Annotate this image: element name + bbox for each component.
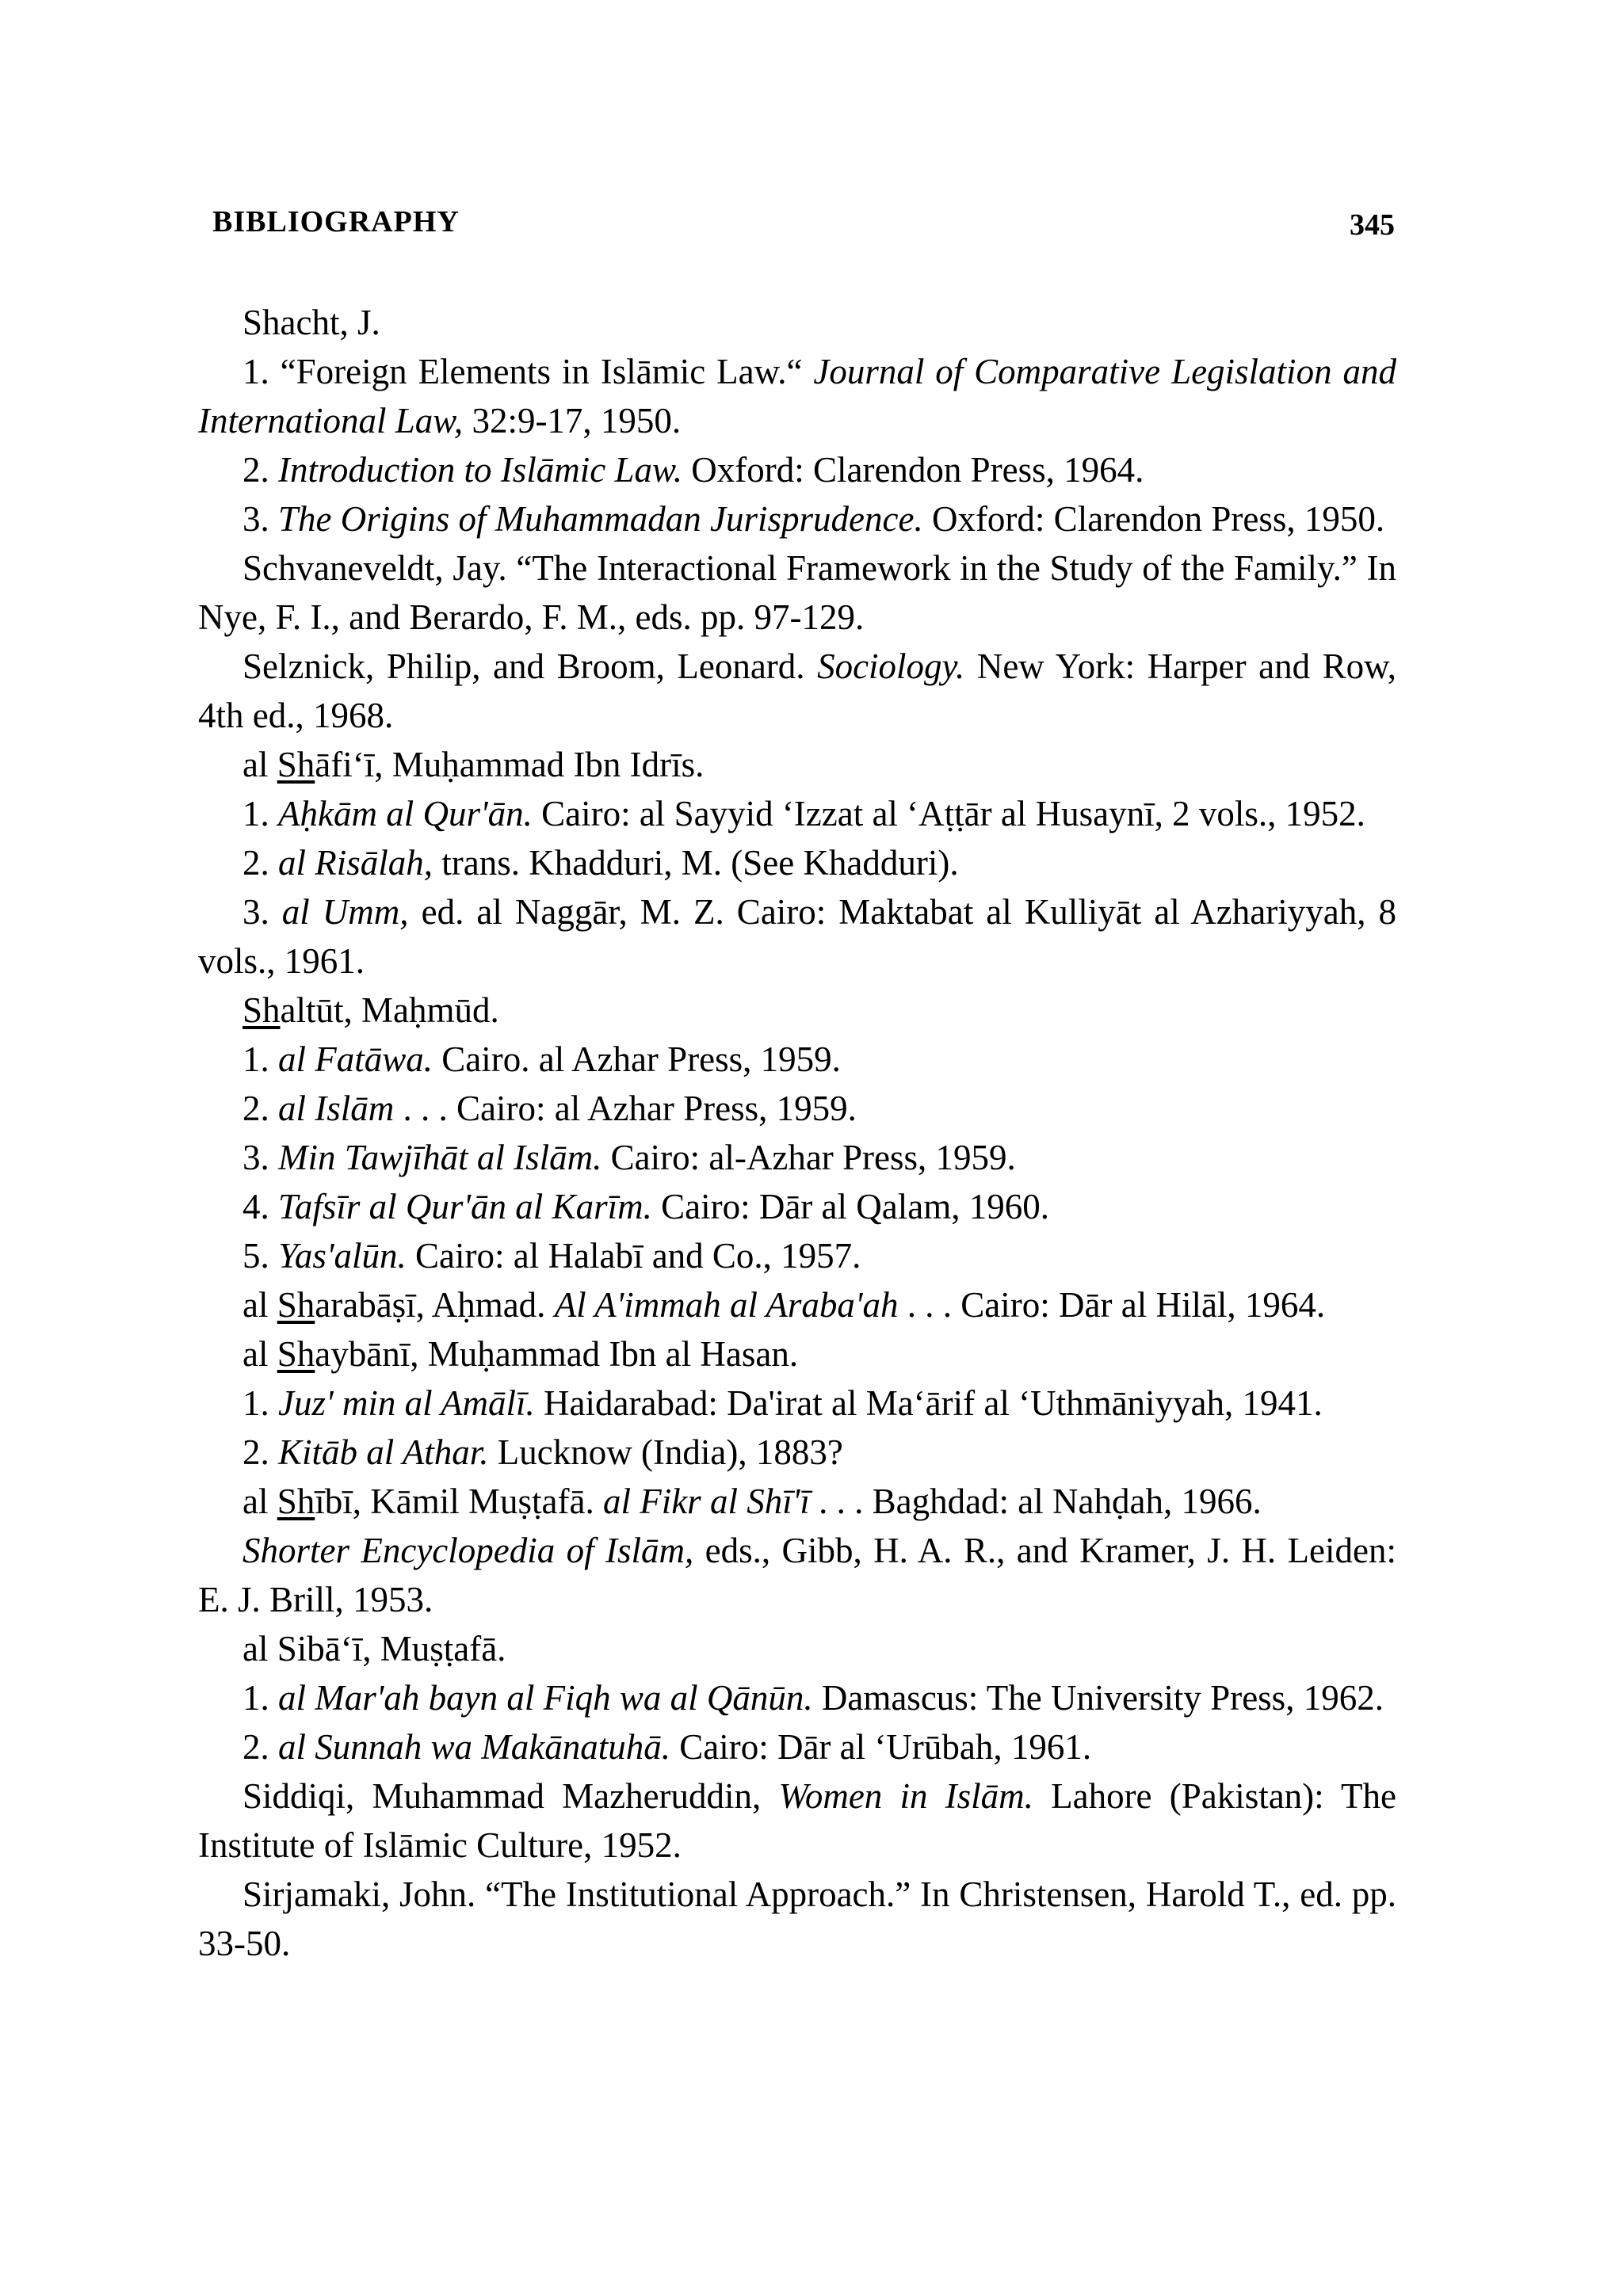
entry-text: al xyxy=(242,1334,277,1374)
entry-text: arabāṣī, Aḥmad. xyxy=(315,1285,555,1325)
entry-title-italic: al Sunnah wa Makānatuhā. xyxy=(278,1727,670,1767)
entry-underlined-text: Sh xyxy=(277,1334,315,1374)
bibliography-entry xyxy=(198,1428,1396,1477)
entry-title-italic: al Risālah, xyxy=(278,843,433,883)
bibliography-entry xyxy=(198,347,1396,445)
entry-text: 4. xyxy=(242,1187,278,1226)
bibliography-entry xyxy=(198,1477,1396,1526)
bibliography-entry xyxy=(198,1673,1396,1722)
entry-title-italic: Tafsīr al Qur'ān al Karīm. xyxy=(278,1187,652,1226)
entry-title-italic: Juz' min al Amālī. xyxy=(278,1383,535,1423)
bibliography-entry xyxy=(198,1182,1396,1231)
entry-text: 1. xyxy=(242,1678,278,1718)
entry-title-italic: The Origins of Muhammadan Jurisprudence. xyxy=(278,499,923,539)
entry-text: al xyxy=(242,745,277,784)
entry-text: āfi‘ī, Muḥammad Ibn Idrīs. xyxy=(315,745,705,784)
entry-text: Selznick, Philip, and Broom, Leonard. xyxy=(242,646,818,686)
entry-text: Schvaneveldt, Jay. “The Interactional Framework in the Study of the Family.” In Nye, F. I., and Berardo, F. M., eds. pp. 97-129. xyxy=(198,548,1396,637)
bibliography-entry xyxy=(198,1329,1396,1379)
entry-underlined-text: Sh xyxy=(277,1285,315,1325)
entry-title-italic: Kitāb al Athar. xyxy=(278,1432,489,1472)
bibliography-entry xyxy=(198,838,1396,887)
entry-text: aybānī, Muḥammad Ibn al Hasan. xyxy=(315,1334,799,1374)
entry-text: al xyxy=(242,1285,277,1325)
entry-text: . . . Cairo: al Azhar Press, 1959. xyxy=(394,1089,857,1128)
entry-title-italic: Yas'alūn. xyxy=(278,1236,407,1276)
entry-text: 2. xyxy=(242,1432,278,1472)
bibliography-entry xyxy=(198,1624,1396,1673)
entry-text: altūt, Maḥmūd. xyxy=(280,990,499,1030)
entry-text: 5. xyxy=(242,1236,278,1276)
bibliography-entry xyxy=(198,1526,1396,1624)
entry-text: Cairo. al Azhar Press, 1959. xyxy=(433,1039,841,1079)
bibliography-entry xyxy=(198,1722,1396,1772)
entry-text: 2. xyxy=(242,1727,278,1767)
entry-text: Oxford: Clarendon Press, 1964. xyxy=(682,450,1144,490)
running-header: BIBLIOGRAPHY xyxy=(212,205,460,238)
bibliography-entry xyxy=(198,1231,1396,1280)
entry-underlined-text: Sh xyxy=(242,990,281,1030)
entry-text: 32:9-17, 1950. xyxy=(463,401,682,441)
entry-title-italic: Shorter Encyclopedia of Islām, xyxy=(242,1531,694,1570)
entry-text: Shacht, J. xyxy=(242,303,380,342)
bibliography-list xyxy=(198,298,1396,1968)
entry-title-italic: al Fatāwa. xyxy=(278,1039,433,1079)
entry-text: Cairo: al Halabī and Co., 1957. xyxy=(406,1236,861,1276)
entry-title-italic: Sociology. xyxy=(817,646,965,686)
entry-text: Lahore (Pakistan): The Institute of Islāmic Culture, 1952. xyxy=(198,1776,1397,1865)
entry-title-italic: Min Tawjīhāt al Islām. xyxy=(278,1138,602,1177)
bibliography-entry xyxy=(198,1084,1396,1133)
entry-text: Siddiqi, Muhammad Mazheruddin, xyxy=(242,1776,779,1816)
bibliography-entry xyxy=(198,1772,1396,1870)
entry-text: 1. xyxy=(242,1383,278,1423)
bibliography-entry xyxy=(198,887,1396,986)
entry-title-italic: Al A'immah al Araba'ah xyxy=(554,1285,899,1325)
entry-text: ībī, Kāmil Muṣṭafā. xyxy=(315,1482,603,1521)
entry-title-italic: al Mar'ah bayn al Fiqh wa al Qānūn. xyxy=(278,1678,813,1718)
entry-text: Damascus: The University Press, 1962. xyxy=(812,1678,1384,1718)
entry-title-italic: al Islām xyxy=(278,1089,395,1128)
entry-text: . . . Baghdad: al Nahḍah, 1966. xyxy=(809,1482,1262,1521)
entry-underlined-text: Sh xyxy=(277,1482,315,1521)
bibliography-entry xyxy=(198,740,1396,789)
entry-text: Cairo: Dār al ‘Urūbah, 1961. xyxy=(670,1727,1092,1767)
bibliography-entry xyxy=(198,1133,1396,1182)
entry-text: Oxford: Clarendon Press, 1950. xyxy=(922,499,1385,539)
entry-title-italic: al Fikr al Shī'ī xyxy=(602,1482,810,1521)
entry-title-italic: Introduction to Islāmic Law. xyxy=(278,450,682,490)
bibliography-entry xyxy=(198,298,1396,347)
entry-text: 3. xyxy=(242,1138,278,1177)
entry-title-italic: al Umm, xyxy=(281,892,409,932)
entry-text: 3. xyxy=(242,499,278,539)
entry-text: Cairo: Dār al Qalam, 1960. xyxy=(651,1187,1049,1226)
entry-text: al Sibā‘ī, Muṣṭafā. xyxy=(242,1629,506,1669)
bibliography-entry xyxy=(198,1379,1396,1428)
entry-text: Lucknow (India), 1883? xyxy=(488,1432,843,1472)
bibliography-entry xyxy=(198,789,1396,838)
entry-text: 2. xyxy=(242,843,278,883)
entry-text: ed. al Naggār, M. Z. Cairo: Maktabat al Kulliyāt al Azhariyyah, 8 vols., 1961. xyxy=(198,892,1396,981)
bibliography-entry xyxy=(198,1035,1396,1084)
entry-title-italic: Women in Islām. xyxy=(778,1776,1033,1816)
entry-text: 2. xyxy=(242,450,278,490)
entry-text: al xyxy=(242,1482,277,1521)
entry-title-italic: Journal of Comparative Legislation and International Law, xyxy=(198,352,1396,441)
bibliography-entry xyxy=(198,445,1396,494)
page-number: 345 xyxy=(1350,208,1395,242)
bibliography-entry xyxy=(198,494,1396,543)
entry-text: New York: Harper and Row, 4th ed., 1968. xyxy=(198,646,1396,735)
entry-text: Sirjamaki, John. “The Institutional Approach.” In Christensen, Harold T., ed. pp. 33-50. xyxy=(198,1875,1396,1963)
entry-text: trans. Khadduri, M. (See Khadduri). xyxy=(433,843,959,883)
entry-text: . . . Cairo: Dār al Hilāl, 1964. xyxy=(898,1285,1326,1325)
bibliography-entry xyxy=(198,543,1396,642)
bibliography-entry xyxy=(198,986,1396,1035)
bibliography-entry xyxy=(198,642,1396,740)
entry-title-italic: Aḥkām al Qur'ān. xyxy=(278,794,533,833)
entry-text: Cairo: al Sayyid ‘Izzat al ‘Aṭṭār al Husaynī, 2 vols., 1952. xyxy=(532,794,1365,833)
entry-text: 1. xyxy=(242,1039,278,1079)
entry-text: Cairo: al-Azhar Press, 1959. xyxy=(601,1138,1016,1177)
entry-underlined-text: Sh xyxy=(277,745,315,784)
bibliography-entry xyxy=(198,1870,1396,1968)
entry-text: 1. “Foreign Elements in Islāmic Law.“ xyxy=(242,352,814,391)
entry-text: 3. xyxy=(242,892,282,932)
bibliography-entry xyxy=(198,1280,1396,1329)
entry-text: 2. xyxy=(242,1089,278,1128)
entry-text: eds., Gibb, H. A. R., and Kramer, J. H. Leiden: E. J. Brill, 1953. xyxy=(198,1531,1396,1619)
entry-text: 1. xyxy=(242,794,278,833)
entry-text: Haidarabad: Da'irat al Ma‘ārif al ‘Uthmāniyyah, 1941. xyxy=(534,1383,1323,1423)
